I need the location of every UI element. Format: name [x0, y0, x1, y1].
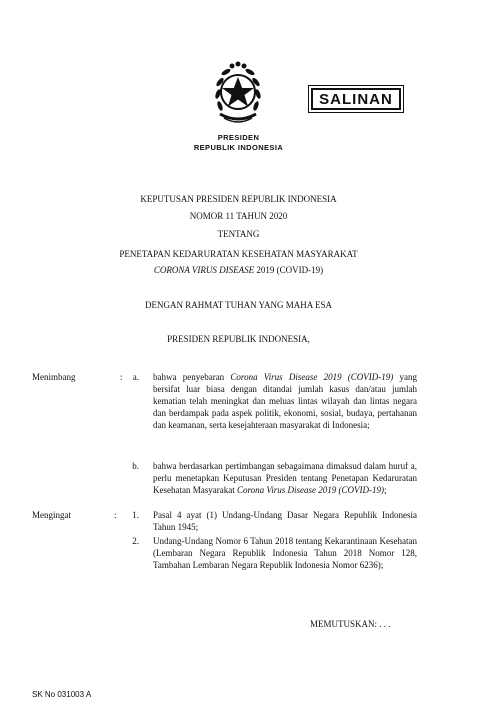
- salinan-stamp: SALINAN: [311, 88, 401, 110]
- decree-subject-line2: [0, 264, 477, 276]
- menimbang-item-b: [153, 460, 417, 496]
- item-a-italic: Corona Virus Disease 2019 (COVID-19): [230, 372, 394, 382]
- item-a-text-1: bahwa penyebaran: [153, 372, 231, 382]
- subject-italic: CORONA VIRUS DISEASE: [153, 265, 255, 275]
- decree-number: NOMOR 11 TAHUN 2020: [189, 211, 288, 221]
- item-a-text-2: yang bersifat luar biasa dengan ditandai jumlah kasus dan/atau jumlah kematian telah meningkat dan meluas lintas wilayah dan lintas negara dan berdampak pada aspek politik, ekonomi, sosial, budaya, pertahanan dan keamanan, serta kesejahteraan masyarakat di Indonesia;: [153, 372, 417, 430]
- mengingat-item-2: Undang-Undang Nomor 6 Tahun 2018 tentang Kekarantinaan Kesehatan (Lembaran Negara Republik Indonesia Tahun 2018 Nomor 128, Tambahan Lembaran Negara Republik Indonesia Nomor 6236);: [153, 536, 417, 570]
- mengingat-num-2: 2.: [132, 536, 139, 546]
- presidential-emblem-icon: [210, 60, 266, 128]
- mengingat-label: Mengingat: [32, 510, 71, 520]
- menimbang-colon: :: [120, 372, 123, 382]
- menimbang-num-b: b.: [132, 461, 139, 471]
- item-b-text-1: bahwa berdasarkan pertimbangan sebagaimana dimaksud dalam huruf a, perlu menetapkan Keputusan Presiden tentang Penetapan Kedaruratan Kesehatan Masyarakat: [153, 461, 417, 495]
- subject-rest: 2019 (COVID-19): [254, 265, 324, 275]
- header-republik: REPUBLIK INDONESIA: [193, 143, 284, 152]
- item-b-text-2: ;: [383, 485, 387, 495]
- mengingat-num-1: 1.: [132, 510, 139, 520]
- mengingat-item-1: Pasal 4 ayat (1) Undang-Undang Dasar Negara Republik Indonesia Tahun 1945;: [153, 510, 417, 532]
- mengingat-colon: :: [114, 510, 117, 520]
- menimbang-num-a: a.: [132, 372, 139, 382]
- memutuskan-continuation: MEMUTUSKAN: . . .: [310, 619, 391, 629]
- decree-about: TENTANG: [217, 229, 260, 239]
- decree-title: KEPUTUSAN PRESIDEN REPUBLIK INDONESIA: [140, 194, 337, 204]
- header-presiden: PRESIDEN: [217, 133, 260, 142]
- item-b-italic: Corona Virus Disease 2019 (COVID-19): [236, 485, 384, 495]
- president-statement: PRESIDEN REPUBLIK INDONESIA,: [167, 334, 310, 344]
- menimbang-label: Menimbang: [32, 372, 76, 382]
- decree-subject: PENETAPAN KEDARURATAN KESEHATAN MASYARAKAT: [119, 249, 358, 259]
- menimbang-item-a: [153, 371, 417, 431]
- grace-statement: DENGAN RAHMAT TUHAN YANG MAHA ESA: [144, 300, 333, 310]
- document-serial-number: SK No 031003 A: [32, 690, 92, 699]
